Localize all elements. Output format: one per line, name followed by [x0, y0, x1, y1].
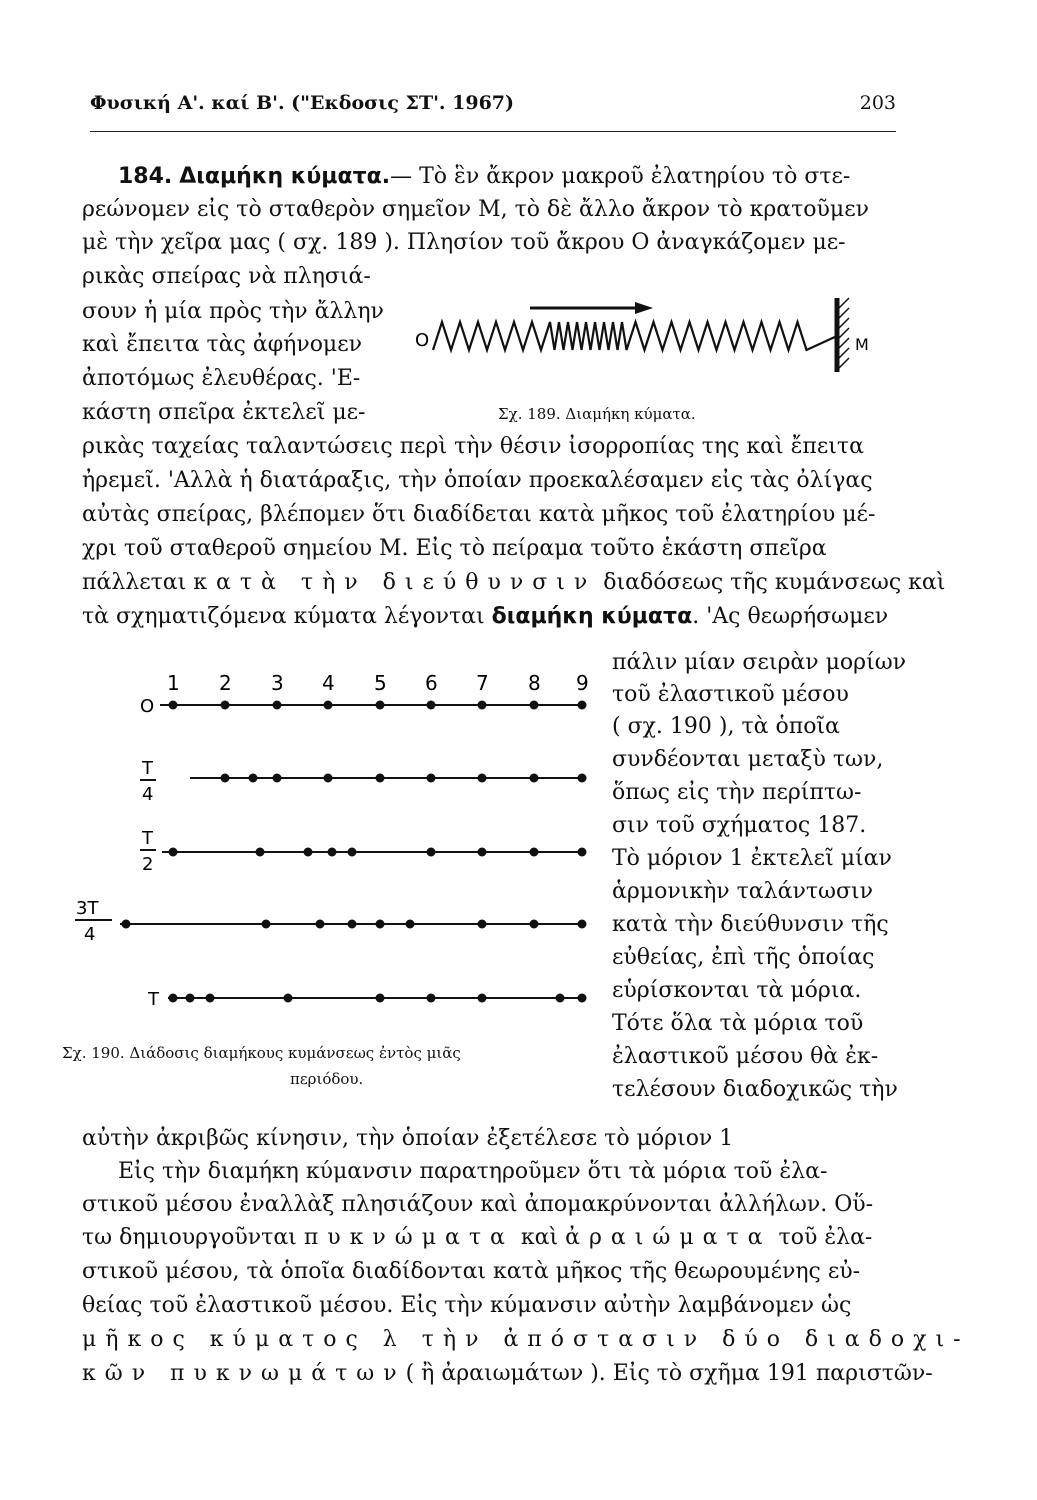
fig190-particle — [221, 701, 230, 710]
term-compressions: πυκνώματα — [303, 1225, 514, 1250]
body-line-13 — [82, 568, 945, 598]
fig190-particle — [348, 848, 357, 857]
fig190-particle — [478, 701, 487, 710]
body-line-9: ρικὰς ταχείας ταλαντώσεις περὶ τὴν θέσιν ἰσορροπίας της καὶ ἔπειτα — [82, 434, 864, 459]
term-longitudinal-waves: διαμήκη κύματα — [491, 604, 693, 629]
fig190-number-9: 9 — [576, 671, 589, 695]
fig190-particle — [262, 920, 271, 929]
body-line-14-a: τὰ σχηματιζόμενα κύματα λέγονται — [82, 604, 485, 629]
fig190-particle — [169, 701, 178, 710]
fig190-particle — [324, 774, 333, 783]
body-line-13-a: πάλλεται — [82, 570, 187, 595]
fig190-particle — [578, 701, 587, 710]
fig190-particle — [530, 774, 539, 783]
fig190-particle-numbers — [167, 671, 589, 695]
fig190-particle — [186, 994, 195, 1003]
body-line-32 — [82, 1223, 872, 1253]
fig190-particle — [530, 848, 539, 857]
fig190-label-o: O — [140, 696, 155, 717]
fig190-particle — [427, 701, 436, 710]
body-line-22: ἁρμονικὴν ταλάντωσιν — [612, 879, 873, 904]
body-line-25: εὑρίσκονται τὰ μόρια. — [612, 978, 862, 1003]
fig190-row-3 — [120, 920, 587, 929]
figure-190-caption-line2: περιόδου. — [290, 1070, 364, 1088]
fig190-particle — [427, 994, 436, 1003]
fig190-row-2 — [162, 848, 587, 857]
header-rule — [90, 131, 896, 132]
body-line-6: καὶ ἔπειτα τὰς ἀφήνομεν — [82, 332, 363, 357]
body-line-33: στικοῦ μέσου, τὰ ὁποῖα διαδίδονται κατὰ μῆκος τῆς θεωρουμένης εὐ- — [82, 1259, 861, 1284]
fig190-label-t: T — [148, 989, 159, 1010]
fig190-number-3: 3 — [271, 671, 284, 695]
fig189-arrow-head — [635, 302, 653, 314]
section-number: 184. — [118, 164, 173, 189]
fig190-particle — [304, 848, 313, 857]
fig190-particle — [556, 994, 565, 1003]
fig190-label-t4-den: 4 — [142, 784, 154, 805]
section-heading-line — [118, 162, 850, 192]
running-title: Φυσική Α'. καί Β'. ("Εκδοσις ΣΤ'. 1967) — [90, 92, 515, 114]
body-line-1: — Τὸ ἓν ἄκρον μακροῦ ἐλατηρίου τὸ στε- — [390, 164, 851, 189]
fig190-particle — [427, 848, 436, 857]
body-line-26: Τότε ὅλα τὰ μόρια τοῦ — [612, 1011, 864, 1036]
fig190-particle — [249, 774, 258, 783]
fig189-wall-hatch — [839, 298, 849, 368]
fig190-particle — [376, 701, 385, 710]
body-line-13-b: διαδόσεως τῆς κυμάνσεως καὶ — [603, 570, 946, 595]
fig190-particle — [530, 920, 539, 929]
body-line-20: σιν τοῦ σχήματος 187. — [612, 813, 867, 838]
fig190-particle — [478, 994, 487, 1003]
body-line-14-b: . 'Ας θεωρήσωμεν — [692, 604, 889, 629]
fig190-particle — [578, 774, 587, 783]
fig190-particle — [376, 920, 385, 929]
fig190-number-1: 1 — [167, 671, 180, 695]
fig190-particle — [169, 848, 178, 857]
body-line-17: ( σχ. 190 ), τὰ ὁποῖα — [612, 714, 840, 739]
body-line-3: μὲ τὴν χεῖρα μας ( σχ. 189 ). Πλησίον τοῦ ἄκρου Ο ἀναγκάζομεν με- — [82, 230, 846, 255]
fig190-particle — [578, 994, 587, 1003]
body-line-27: ἐλαστικοῦ μέσου θὰ ἐκ- — [612, 1044, 879, 1069]
fig190-particle — [328, 848, 337, 857]
fig190-particle — [169, 994, 178, 1003]
fig190-particle — [273, 774, 282, 783]
fig190-number-7: 7 — [476, 671, 489, 695]
body-line-12: χρι τοῦ σταθεροῦ σημείου Μ. Εἰς τὸ πείραμα τοῦτο ἑκάστη σπεῖρα — [82, 536, 827, 561]
fig190-particle — [578, 848, 587, 857]
body-line-34: θείας τοῦ ἐλαστικοῦ μέσου. Εἰς τὴν κύμανσιν αὐτὴν λαμβάνομεν ὡς — [82, 1293, 852, 1318]
fig190-particle — [478, 774, 487, 783]
body-line-36 — [82, 1359, 933, 1389]
section-title: Διαμήκη κύματα. — [179, 164, 391, 189]
fig190-particle — [316, 920, 325, 929]
fig190-particle — [578, 920, 587, 929]
fig190-particle — [530, 701, 539, 710]
fig190-label-t4 — [140, 758, 156, 805]
fig190-label-t2-num: T — [142, 828, 153, 849]
body-line-24: εὐθείας, ἐπὶ τῆς ὁποίας — [612, 945, 875, 970]
body-line-21: Τὸ μόριον 1 ἐκτελεῖ μίαν — [612, 846, 892, 871]
fig190-label-t2 — [140, 828, 156, 875]
body-line-7: ἀποτόμως ἐλευθέρας. 'Ε- — [82, 366, 361, 391]
body-line-18: συνδέονται μεταξὺ των, — [612, 747, 884, 772]
figure-190-caption-line1: Σχ. 190. Διάδοσις διαμήκους κυμάνσεως ἐντὸς μιᾶς — [62, 1044, 461, 1062]
fig190-row-1 — [190, 774, 587, 783]
fig190-number-6: 6 — [425, 671, 438, 695]
figure-190-longitudinal — [70, 660, 595, 1030]
fig190-particle — [478, 848, 487, 857]
fig190-particle — [221, 774, 230, 783]
body-line-11: αὐτὰς σπείρας, βλέπομεν ὅτι διαδίδεται κατὰ μῆκος τοῦ ἐλατηρίου μέ- — [82, 502, 876, 527]
fig190-number-4: 4 — [322, 671, 335, 695]
fig190-label-3t4-num: 3T — [76, 898, 99, 919]
body-line-15: πάλιν μίαν σειρὰν μορίων — [612, 650, 907, 675]
body-line-14 — [82, 602, 888, 632]
fig190-particle — [206, 994, 215, 1003]
body-line-16: τοῦ ἐλαστικοῦ μέσου — [612, 682, 849, 707]
body-line-32-c: τοῦ ἐλα- — [778, 1225, 873, 1250]
body-line-4: ρικὰς σπείρας νὰ πλησιά- — [82, 264, 371, 289]
fig190-label-t2-den: 2 — [142, 854, 154, 875]
fig189-coil — [433, 322, 837, 350]
running-header — [90, 92, 896, 122]
term-wavelength-definition: μῆκος κύματος λ τὴν ἀπόστασιν δύο διαδοχι- — [82, 1327, 970, 1352]
body-line-5: σουν ἡ μία πρὸς τὴν ἄλλην — [82, 299, 384, 324]
fig190-particle — [376, 774, 385, 783]
fig190-row-0 — [160, 701, 587, 710]
figure-189-spring — [405, 290, 885, 390]
fig190-number-8: 8 — [528, 671, 541, 695]
fig190-number-2: 2 — [219, 671, 232, 695]
fig190-label-t4-num: T — [142, 758, 153, 779]
body-line-35 — [82, 1325, 970, 1355]
fig190-particle — [478, 920, 487, 929]
term-rarefactions: ἀραιώματα — [565, 1225, 772, 1250]
body-line-13-spaced: κατὰ τὴν διεύθυνσιν — [193, 570, 597, 595]
body-line-2: ρεώνομεν εἰς τὸ σταθερὸν σημεῖον Μ, τὸ δὲ ἄλλο ἄκρον τὸ κρατοῦμεν — [82, 197, 869, 222]
body-line-32-a: τω δημιουργοῦνται — [82, 1225, 297, 1250]
body-line-32-b: καὶ — [520, 1225, 559, 1250]
fig190-particle — [122, 920, 131, 929]
fig190-particle — [376, 994, 385, 1003]
body-line-29: αὐτὴν ἀκριβῶς κίνησιν, τὴν ὁποίαν ἐξετέλεσε τὸ μόριον 1 — [82, 1126, 734, 1151]
fig190-row-4 — [168, 994, 587, 1003]
fig190-label-3t4 — [75, 898, 112, 945]
fig190-particle — [406, 920, 415, 929]
fig190-number-5: 5 — [374, 671, 387, 695]
body-line-8: κάστη σπεῖρα ἐκτελεῖ με- — [82, 400, 366, 425]
fig189-label-o: O — [415, 330, 430, 351]
fig190-label-3t4-den: 4 — [84, 924, 96, 945]
fig190-rows — [120, 701, 587, 1003]
fig190-particle — [284, 994, 293, 1003]
body-line-10: ἠρεμεῖ. 'Αλλὰ ἡ διατάραξις, τὴν ὁποίαν προεκαλέσαμεν εἰς τὰς ὀλίγας — [82, 468, 873, 493]
fig190-particle — [273, 701, 282, 710]
body-line-19: ὅπως εἰς τὴν περίπτω- — [612, 780, 862, 805]
fig190-particle — [256, 848, 265, 857]
fig190-particle — [348, 920, 357, 929]
fig190-particle — [427, 774, 436, 783]
body-line-23: κατὰ τὴν διεύθυνσιν τῆς — [612, 912, 889, 937]
fig189-label-m: M — [855, 335, 869, 354]
body-line-36-spaced: κῶν πυκνωμάτων — [82, 1361, 406, 1386]
body-line-30: Εἰς τὴν διαμήκη κύμανσιν παρατηροῦμεν ὅτι τὰ μόρια τοῦ ἐλα- — [118, 1159, 828, 1184]
body-line-28: τελέσουν διαδοχικῶς τὴν — [612, 1077, 898, 1102]
page-number: 203 — [859, 92, 896, 114]
body-line-36-b: ( ἢ ἀραιωμάτων ). Εἰς τὸ σχῆμα 191 παριστῶν- — [405, 1361, 933, 1386]
figure-189-caption: Σχ. 189. Διαμήκη κύματα. — [498, 405, 696, 423]
fig190-particle — [324, 701, 333, 710]
body-line-31: στικοῦ μέσου ἐναλλὰξ πλησιάζουν καὶ ἀπομακρύνονται ἀλλήλων. Οὕ- — [82, 1192, 874, 1217]
